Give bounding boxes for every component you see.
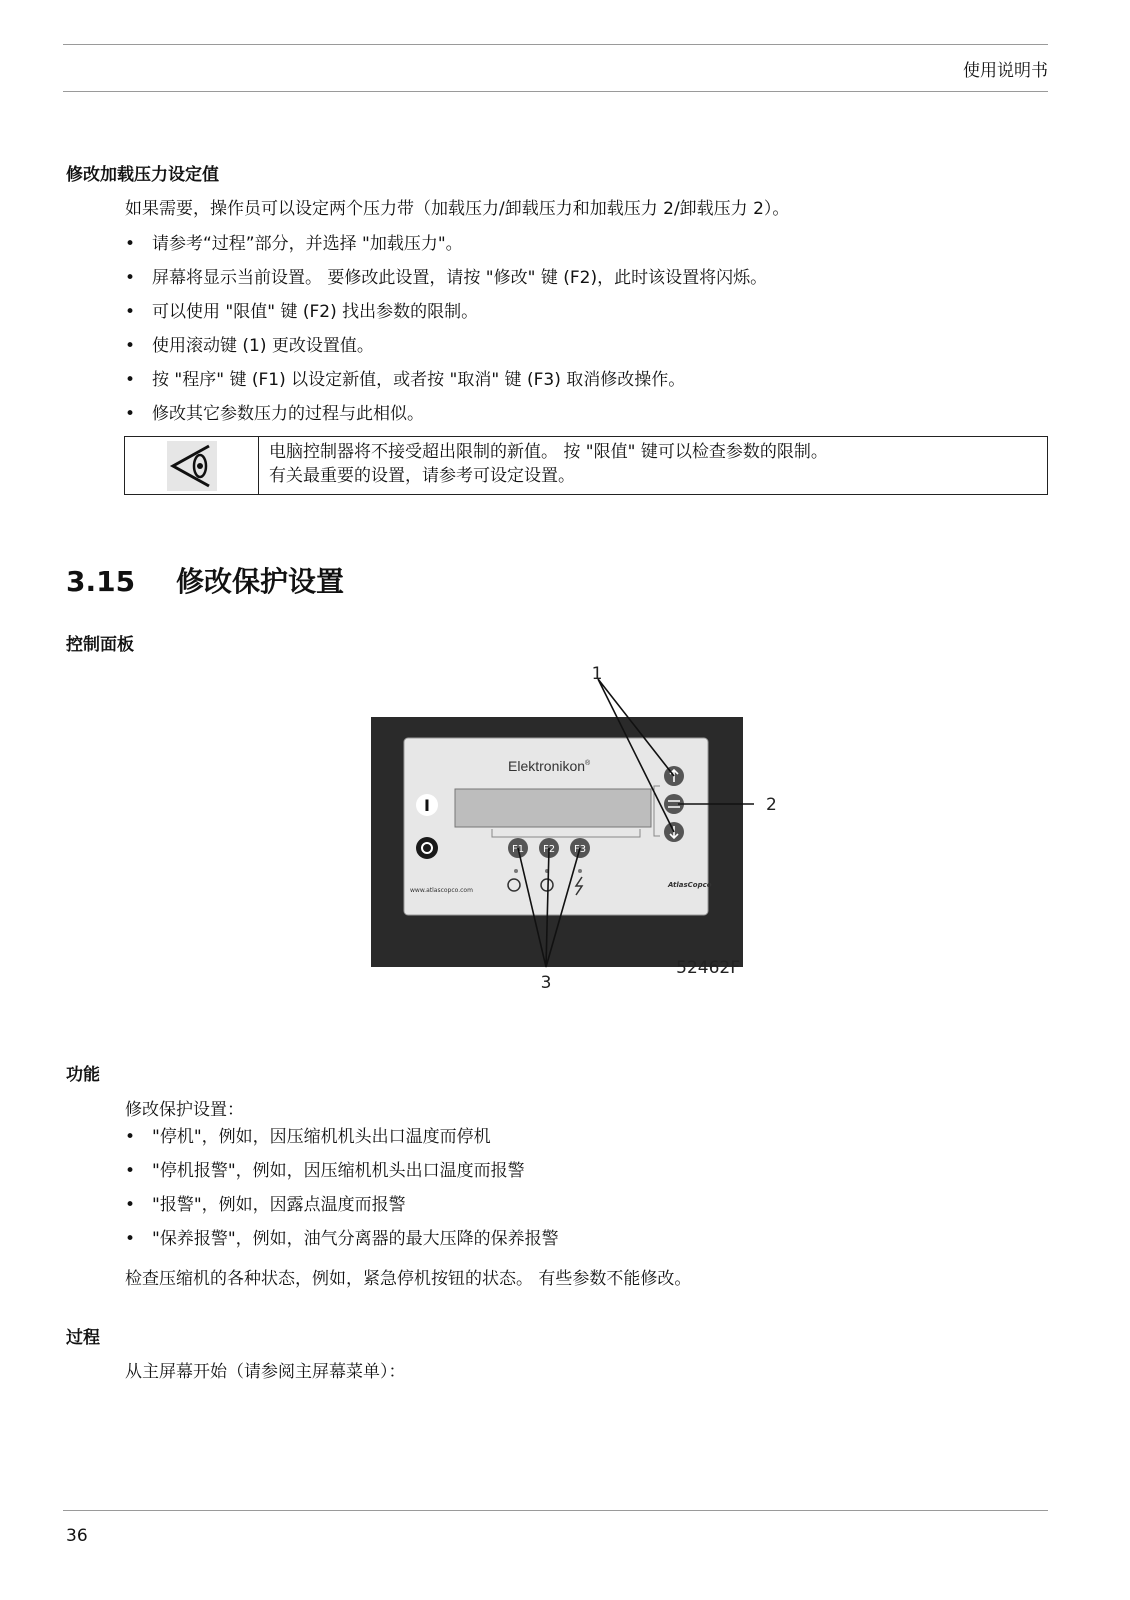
f1-label: F1 (511, 844, 525, 855)
subsection-intro: 如果需要，操作员可以设定两个压力带（加载压力/卸载压力和加载压力 2/卸载压力 2）。 (125, 199, 790, 219)
control-panel-heading: 控制面板 (66, 635, 134, 655)
list-item: • 可以使用 "限值" 键 (F2) 找出参数的限制。 (125, 295, 767, 329)
list-item: • 按 "程序" 键 (F1) 以设定新值，或者按 "取消" 键 (F3) 取消修改操作。 (125, 363, 767, 397)
callout-3: 3 (540, 973, 552, 993)
note-line-2: 有关最重要的设置，请参考可设定设置。 (269, 466, 575, 486)
atlas-copco-logo: AtlasCopco (668, 881, 712, 889)
list-item: • 使用滚动键 (1) 更改设置值。 (125, 329, 767, 363)
status-led (578, 869, 582, 873)
start-button-label: I (424, 796, 430, 815)
load-bullet-list (125, 227, 767, 431)
list-item: • "保养报警"，例如，油气分离器的最大压降的保养报警 (125, 1222, 559, 1256)
note-line-1: 电脑控制器将不接受超出限制的新值。 按 "限值" 键可以检查参数的限制。 (269, 442, 828, 462)
header-bottom-rule (63, 91, 1048, 92)
list-item: • 请参考“过程”部分，并选择 "加载压力"。 (125, 227, 767, 261)
header-title: 使用说明书 (963, 61, 1048, 81)
list-item: • "停机"，例如，因压缩机机头出口温度而停机 (125, 1120, 559, 1154)
page-number: 36 (66, 1526, 88, 1546)
section-title (66, 560, 344, 600)
list-item: • 修改其它参数压力的过程与此相似。 (125, 397, 767, 431)
f2-label: F2 (542, 844, 556, 855)
display-screen (455, 789, 651, 827)
website-text: www.atlascopco.com (410, 887, 473, 894)
note-icon-cell (125, 437, 259, 494)
subsection-heading-load: 修改加载压力设定值 (66, 165, 219, 185)
list-item: • "报警"，例如，因露点温度而报警 (125, 1188, 559, 1222)
note-text (259, 437, 838, 494)
callout-1: 1 (591, 665, 603, 684)
header-top-rule (63, 44, 1048, 45)
section-number: 3.15 (66, 565, 136, 598)
procedure-heading: 过程 (66, 1328, 100, 1348)
note-box (124, 436, 1048, 495)
function-heading: 功能 (66, 1065, 100, 1085)
eye-icon (167, 441, 217, 491)
function-intro: 修改保护设置： (125, 1100, 244, 1120)
list-item: • 屏幕将显示当前设置。 要修改此设置，请按 "修改" 键 (F2)，此时该设置将闪烁。 (125, 261, 767, 295)
brand-text: Elektronikon® (508, 758, 591, 774)
footer-rule (63, 1510, 1048, 1511)
control-panel-figure (370, 665, 790, 1025)
list-item: • "停机报警"，例如，因压缩机机头出口温度而报警 (125, 1154, 559, 1188)
procedure-intro: 从主屏幕开始（请参阅主屏幕菜单）： (125, 1362, 406, 1382)
function-bullet-list (125, 1120, 559, 1256)
callout-2: 2 (766, 795, 777, 815)
figure-id: 52462F (676, 958, 740, 978)
f3-label: F3 (573, 844, 587, 855)
stop-button (416, 837, 438, 859)
section-title-text: 修改保护设置 (176, 565, 345, 598)
status-led (514, 869, 518, 873)
function-outro: 检查压缩机的各种状态，例如，紧急停机按钮的状态。 有些参数不能修改。 (125, 1269, 692, 1289)
